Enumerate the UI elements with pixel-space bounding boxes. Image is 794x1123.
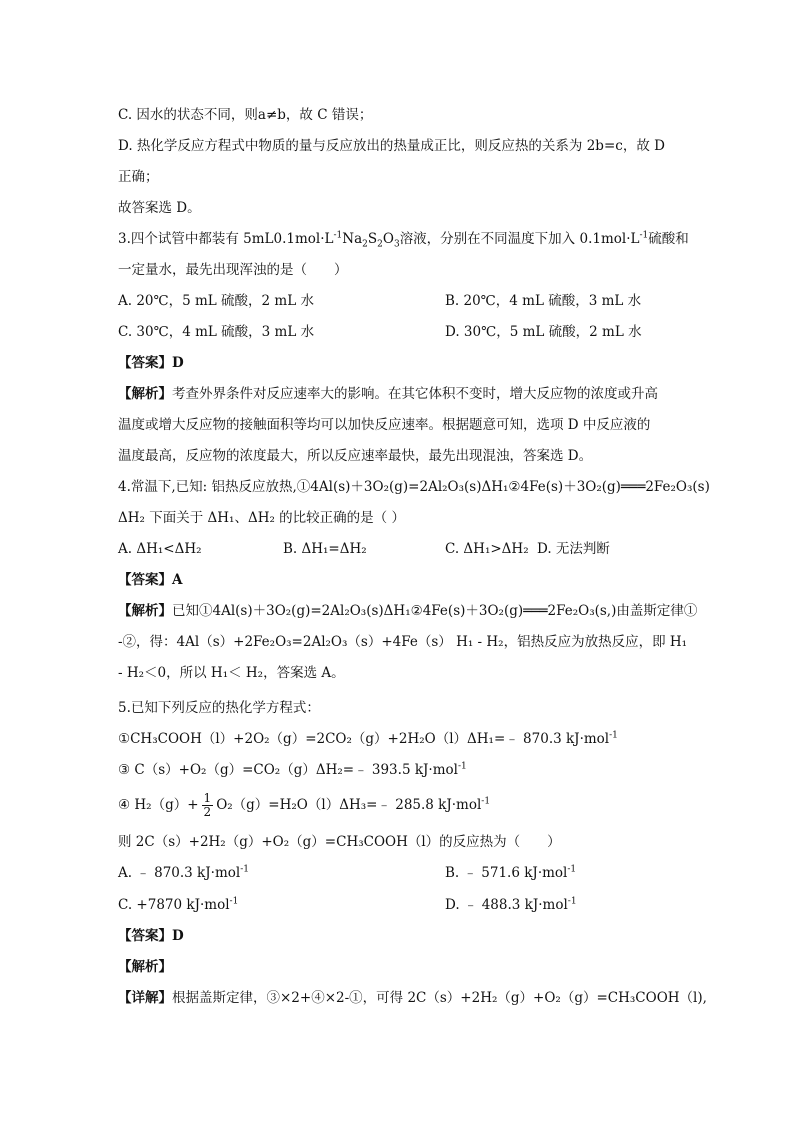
superscript: -1 — [639, 230, 649, 241]
q4-answer: 【答案】A — [118, 572, 183, 588]
fraction — [202, 792, 214, 819]
superscript: -1 — [333, 230, 343, 241]
q3-o: O — [382, 231, 394, 247]
q5-answer: 【答案】D — [118, 928, 184, 944]
text-line: 正确； — [118, 169, 159, 185]
q4-option-d: D. 无法判断 — [537, 541, 610, 557]
equation-text: O₂（g）=H₂O（l）ΔH₃=﹣ 285.8 kJ·mol — [216, 797, 482, 813]
q3-option-a: A. 20℃，5 mL 硫酸，2 mL 水 — [118, 293, 314, 309]
q5-option-a — [118, 864, 249, 882]
superscript: -1 — [567, 896, 577, 907]
text-line: C. 因水的状态不同，则a≠b，故 C 错误； — [118, 107, 373, 123]
subscript: 3 — [393, 239, 400, 250]
q4-option-b: B. ΔH₁=ΔH₂ — [283, 541, 367, 557]
superscript: -1 — [240, 864, 249, 875]
option-text: A. ﹣ 870.3 kJ·mol — [118, 865, 241, 881]
q5-equation-1 — [118, 730, 618, 748]
superscript: -1 — [229, 896, 239, 907]
q3-option-d: D. 30℃，5 mL 硫酸，2 mL 水 — [445, 324, 642, 340]
q4-option-c: C. ΔH₁>ΔH₂ — [445, 541, 529, 557]
subscript: 2 — [362, 239, 368, 250]
text-line: D. 热化学反应方程式中物质的量与反应放出的热量成正比，则反应热的关系为 2b=c，故 D — [118, 138, 665, 154]
q3-option-b: B. 20℃，4 mL 硫酸，3 mL 水 — [445, 293, 642, 309]
q3-text-b: Na — [342, 231, 363, 247]
option-text: C. +7870 kJ·mol — [118, 897, 230, 913]
superscript: -1 — [609, 730, 618, 741]
q5-option-d — [445, 896, 577, 914]
q5-explanation-label: 【解析】 — [118, 959, 172, 975]
equation-text: ④ H₂（g）+ — [118, 797, 199, 813]
explanation-label: 【解析】 — [118, 386, 172, 402]
option-text: D. ﹣ 488.3 kJ·mol — [445, 897, 568, 913]
equation-text: ①CH₃COOH（l）+2O₂（g）=2CO₂（g）+2H₂O（l）ΔH₁=﹣ 870.3 kJ·mol — [118, 731, 610, 747]
superscript: -1 — [567, 864, 577, 875]
option-text: B. ﹣ 571.6 kJ·mol — [445, 865, 568, 881]
question-4-stem: 4.常温下,已知: 铝热反应放热,①4Al(s)＋3O₂(g)=2Al₂O₃(s)ΔH₁②4Fe(s)＋3O₂(g)═══2Fe₂O₃(s) — [118, 479, 710, 495]
q3-explanation-3: 温度最高，反应物的浓度最大，所以反应速率最快，最先出现混浊，答案选 D。 — [118, 448, 593, 464]
explanation-text: 已知①4Al(s)＋3O₂(g)=2Al₂O₃(s)ΔH₁②4Fe(s)＋3O₂(g)═══2Fe₂O₃(s,)由盖斯定律① — [172, 603, 698, 619]
explanation-text: 考查外界条件对反应速率大的影响。在其它体积不变时，增大反应物的浓度或升高 — [172, 386, 658, 402]
fraction-denominator: 2 — [203, 805, 212, 819]
question-3-stem — [118, 230, 689, 248]
equation-text: ③ C（s）+O₂（g）=CO₂（g）ΔH₂=﹣ 393.5 kJ·mol — [118, 762, 458, 778]
superscript: -1 — [481, 796, 491, 807]
q5-option-b — [445, 864, 576, 882]
detail-label: 【详解】 — [118, 990, 172, 1006]
q3-text-a: 3.四个试管中都装有 5mL0.1mol·L — [118, 231, 334, 247]
q3-text-c: 溶液，分别在不同温度下加入 0.1mol·L — [399, 231, 640, 247]
question-3-stem-line2: 一定量水，最先出现浑浊的是（ ） — [118, 262, 348, 278]
explanation-label: 【解析】 — [118, 603, 172, 619]
question-5-title: 5.已知下列反应的热化学方程式： — [118, 700, 320, 716]
q3-s: S — [367, 231, 378, 247]
question-4-stem-line2: ΔH₂ 下面关于 ΔH₁、ΔH₂ 的比较正确的是（ ） — [118, 510, 405, 526]
q5-question: 则 2C（s）+2H₂（g）+O₂（g）=CH₃COOH（l）的反应热为（ ） — [118, 834, 561, 850]
q4-explanation-3: - H₂＜0，所以 H₁＜ H₂，答案选 A。 — [118, 665, 345, 681]
detail-text: 根据盖斯定律，③×2+④×2-①，可得 2C（s）+2H₂（g）+O₂（g）=CH₃COOH（l), — [172, 990, 707, 1006]
superscript: -1 — [457, 761, 467, 772]
q3-text-d: 硫酸和 — [648, 231, 689, 247]
q5-equation-3 — [118, 790, 490, 820]
q5-equation-2 — [118, 761, 467, 779]
subscript: 2 — [377, 239, 383, 250]
q3-explanation-1 — [118, 385, 658, 403]
text-line: 故答案选 D。 — [118, 200, 201, 216]
fraction-numerator: 1 — [203, 791, 212, 805]
q3-explanation-2: 温度或增大反应物的接触面积等均可以加快反应速率。根据题意可知，选项 D 中反应液的 — [118, 417, 651, 433]
q4-option-a: A. ΔH₁<ΔH₂ — [118, 541, 202, 557]
q4-explanation-2: -②，得：4Al（s）+2Fe₂O₃=2Al₂O₃（s）+4Fe（s） H₁ - H₂，铝热反应为放热反应，即 H₁ — [118, 634, 688, 650]
q5-option-c — [118, 896, 238, 914]
q4-explanation-1 — [118, 602, 697, 620]
q3-answer: 【答案】D — [118, 355, 184, 371]
q3-option-c: C. 30℃，4 mL 硫酸，3 mL 水 — [118, 324, 315, 340]
q5-detail — [118, 989, 707, 1007]
